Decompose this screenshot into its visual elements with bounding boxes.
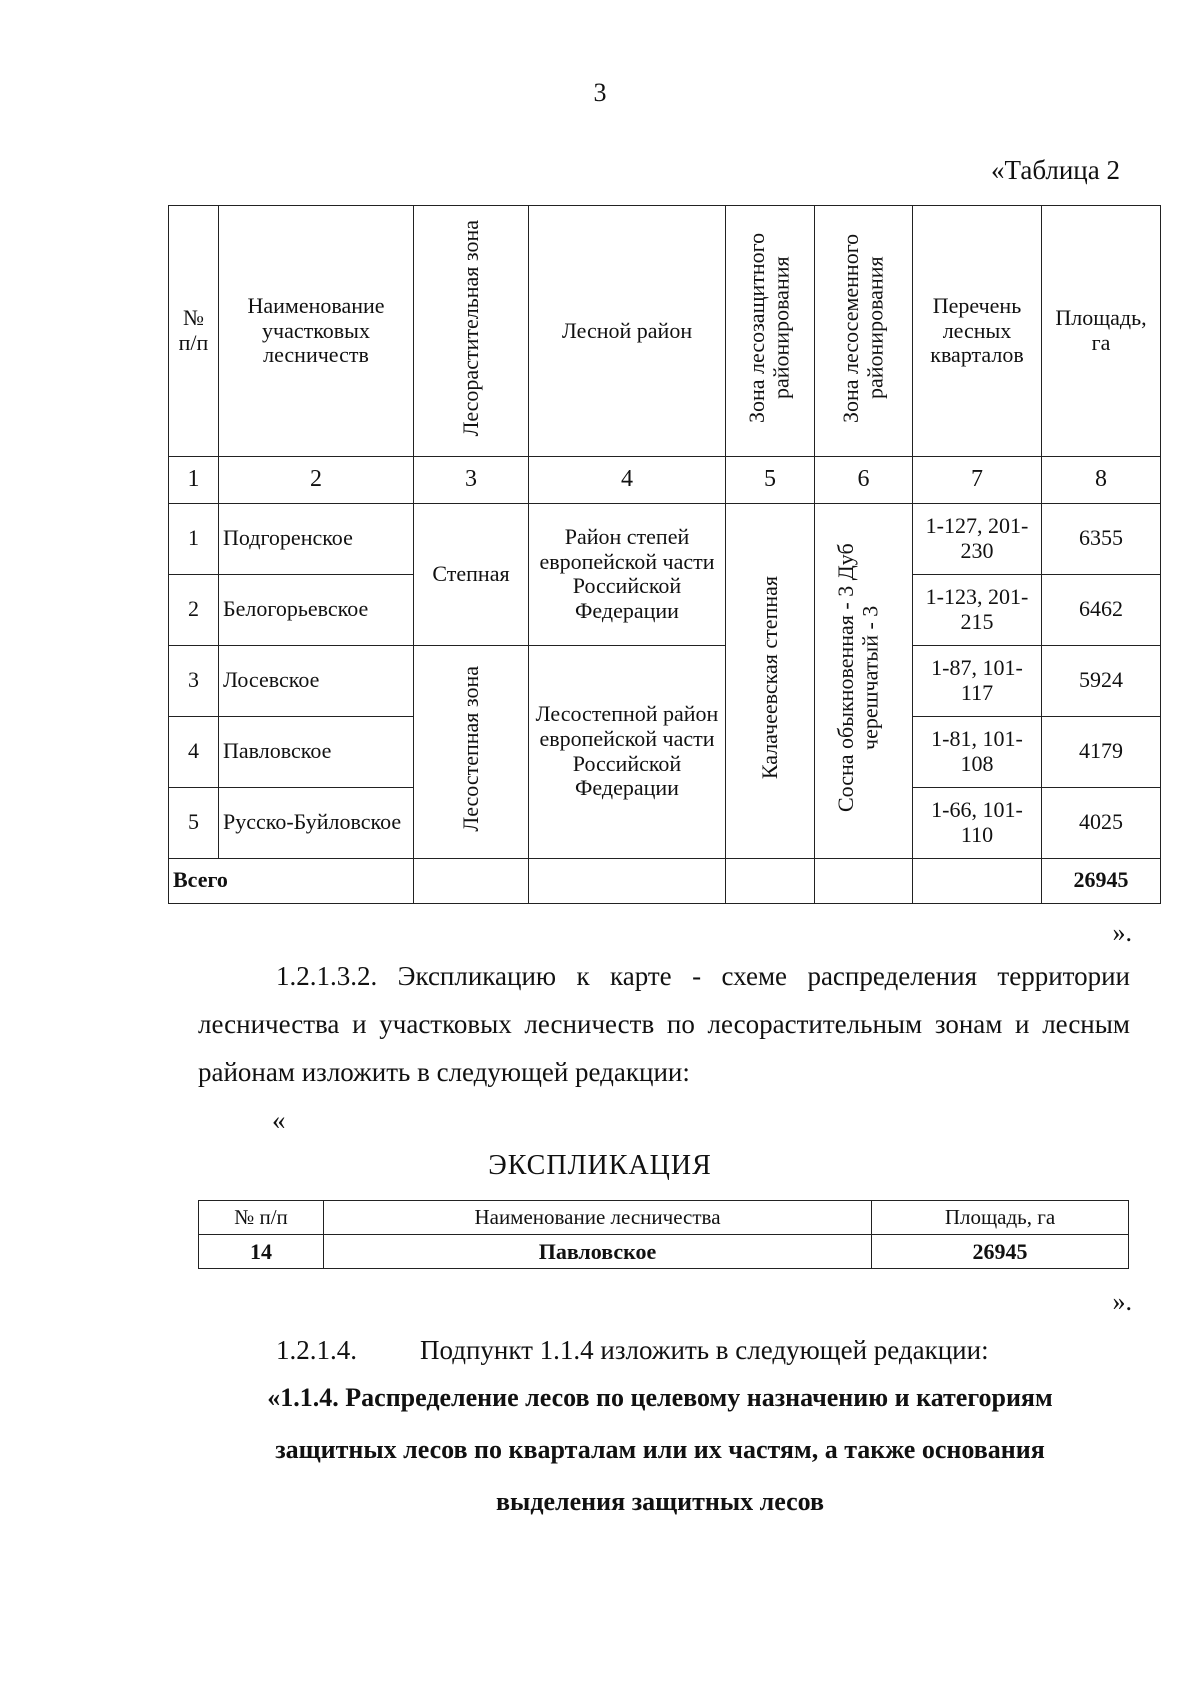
expl-header-name: Наименование лесничества (324, 1201, 872, 1235)
row-num: 1 (169, 503, 219, 574)
header-seed-zone-text: Зона лесосеменного районирования (837, 233, 888, 423)
open-quote: « (272, 1105, 286, 1135)
row-quarters: 1-127, 201-230 (913, 503, 1042, 574)
explication-title: ЭКСПЛИКАЦИЯ (488, 1150, 712, 1181)
expl-name: Павловское (324, 1235, 872, 1269)
close-quote: ». (1112, 918, 1132, 947)
paragraph-explication: 1.2.1.3.2. Экспликацию к карте - схеме распределения территории лесничества и участковых лесничеств по лесорастительным зонам и лесным районам изложить в следующей редакции: (198, 961, 1130, 1087)
row-name: Павловское (219, 716, 414, 787)
expl-header-area: Площадь, га (872, 1201, 1129, 1235)
header-zone (414, 206, 529, 457)
district-steppe: Район степей европейской части Российской Федерации (529, 503, 726, 645)
seed-zone-text: Сосна обыкновенная - 3 Дуб черешчатый - 3 (832, 543, 883, 813)
row-num: 4 (169, 716, 219, 787)
col-number: 4 (529, 456, 726, 503)
header-district: Лесной район (529, 206, 726, 457)
explication-table (198, 1200, 1129, 1269)
total-label: Всего (169, 858, 414, 903)
expl-header-num: № п/п (199, 1201, 324, 1235)
row-area: 6355 (1042, 503, 1161, 574)
col-number: 3 (414, 456, 529, 503)
empty-cell (913, 858, 1042, 903)
row-name: Белогорьевское (219, 574, 414, 645)
total-area: 26945 (1042, 858, 1161, 903)
row-quarters: 1-87, 101-117 (913, 645, 1042, 716)
header-num: № п/п (169, 206, 219, 457)
row-area: 4025 (1042, 787, 1161, 858)
empty-cell (815, 858, 913, 903)
page-number: 3 (593, 78, 607, 107)
row-num: 3 (169, 645, 219, 716)
col-number: 1 (169, 456, 219, 503)
header-protect-zone-text: Зона лесозащитного районирования (744, 232, 794, 424)
table-row (169, 645, 1161, 716)
row-name: Русско-Буйловское (219, 787, 414, 858)
row-name: Подгоренское (219, 503, 414, 574)
col-number: 7 (913, 456, 1042, 503)
row-area: 4179 (1042, 716, 1161, 787)
header-quarters: Перечень лесных кварталов (913, 206, 1042, 457)
district-forest-steppe: Лесостепной район европейской части Российской Федерации (529, 645, 726, 858)
zone-steppe: Степная (414, 503, 529, 645)
zone-forest-steppe-cell (414, 645, 529, 858)
col-number: 8 (1042, 456, 1161, 503)
row-num: 5 (169, 787, 219, 858)
forest-table (168, 205, 1161, 904)
paragraph-text: Подпункт 1.1.4 изложить в следующей редакции: (420, 1335, 989, 1365)
header-zone-text: Лесорастительная зона (457, 219, 483, 437)
section-heading: «1.1.4. Распределение лесов по целевому назначению и категориям защитных лесов по кварталам или их частям, а также основания выделения защитных лесов (267, 1383, 1053, 1516)
row-quarters: 1-123, 201-215 (913, 574, 1042, 645)
col-number: 6 (815, 456, 913, 503)
header-seed-zone (815, 206, 913, 457)
row-quarters: 1-66, 101-110 (913, 787, 1042, 858)
row-area: 5924 (1042, 645, 1161, 716)
header-protect-zone (726, 206, 815, 457)
protect-zone-text: Калачеевская степная (756, 576, 782, 780)
row-quarters: 1-81, 101-108 (913, 716, 1042, 787)
header-name: Наименование участковых лесничеств (219, 206, 414, 457)
expl-num: 14 (199, 1235, 324, 1269)
row-name: Лосевское (219, 645, 414, 716)
row-num: 2 (169, 574, 219, 645)
paragraph-number: 1.2.1.4. (276, 1335, 357, 1365)
protect-zone-cell (726, 503, 815, 858)
empty-cell (726, 858, 815, 903)
seed-zone-cell (815, 503, 913, 858)
row-area: 6462 (1042, 574, 1161, 645)
zone-forest-steppe-text: Лесостепная зона (457, 666, 483, 832)
table-caption: «Таблица 2 (991, 155, 1120, 185)
close-quote: ». (1112, 1287, 1132, 1316)
table-row (169, 503, 1161, 574)
empty-cell (529, 858, 726, 903)
col-number: 2 (219, 456, 414, 503)
col-number: 5 (726, 456, 815, 503)
total-row (169, 858, 1161, 903)
header-area: Площадь, га (1042, 206, 1161, 457)
empty-cell (414, 858, 529, 903)
expl-area: 26945 (872, 1235, 1129, 1269)
